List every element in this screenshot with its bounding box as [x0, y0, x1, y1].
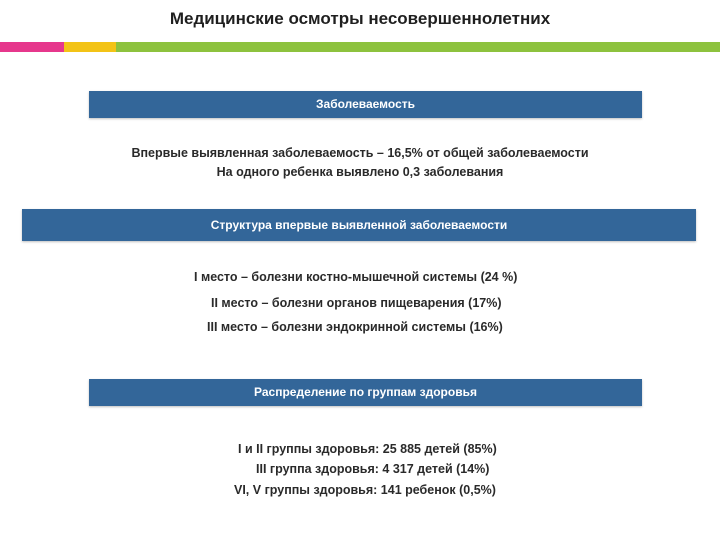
structure-line-2: II место – болезни органов пищеварения (17%) — [211, 296, 502, 310]
morbidity-line-2: На одного ребенка выявлено 0,3 заболевания — [216, 165, 504, 179]
health-group-line-2: III группа здоровья: 4 317 детей (14%) — [256, 462, 490, 476]
health-group-line-3: VI, V группы здоровья: 141 ребенок (0,5%) — [234, 483, 496, 497]
section-header-health-groups: Распределение по группам здоровья — [89, 379, 642, 406]
health-group-line-1: I и II группы здоровья: 25 885 детей (85%) — [238, 442, 497, 456]
page-title: Медицинские осмотры несовершеннолетних — [169, 9, 551, 28]
accent-stripe-green — [116, 42, 720, 52]
section-header-morbidity: Заболеваемость — [89, 91, 642, 118]
accent-stripe-yellow — [64, 42, 116, 52]
morbidity-line-1: Впервые выявленная заболеваемость – 16,5% от общей заболеваемости — [131, 146, 589, 160]
accent-stripe-pink — [0, 42, 64, 52]
structure-line-1: I место – болезни костно-мышечной системы (24 %) — [194, 270, 518, 284]
section-header-structure: Структура впервые выявленной заболеваемости — [22, 209, 696, 241]
structure-line-3: III место – болезни эндокринной системы (16%) — [207, 320, 503, 334]
